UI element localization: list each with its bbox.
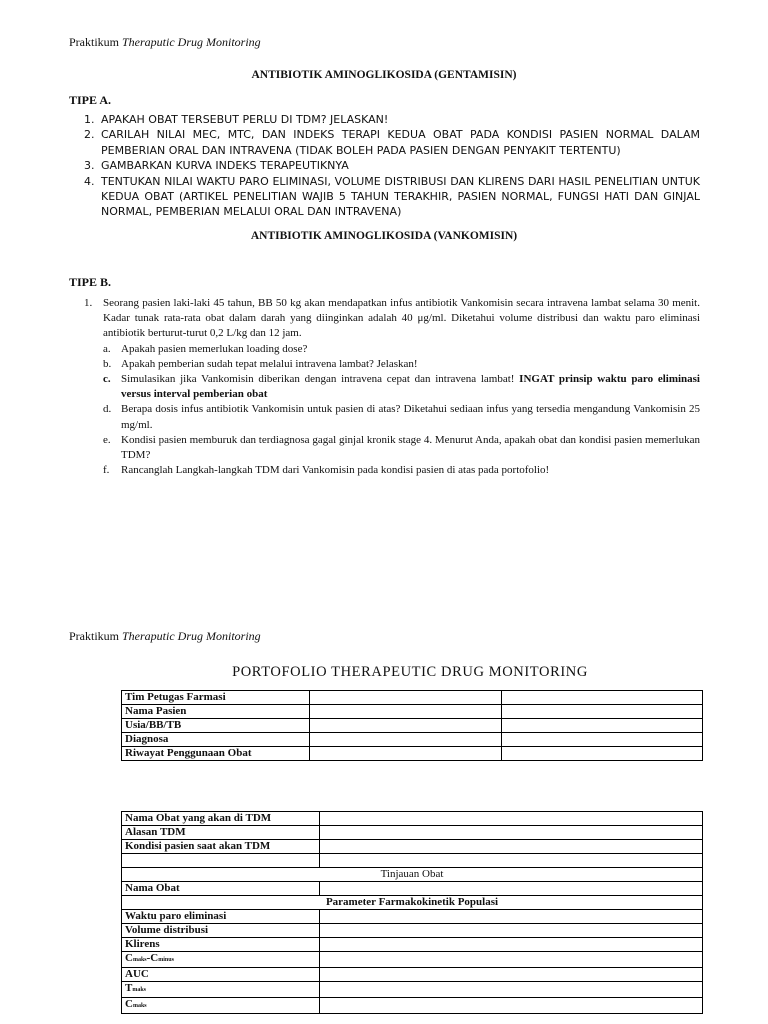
tipe-b-case (84, 296, 700, 478)
param-header: Parameter Farmakokinetik Populasi (122, 896, 703, 910)
case-item-a: a. Apakah pasien memerlukan loading dose? (103, 342, 308, 355)
question-item: 4. TENTUKAN NILAI WAKTU PARO ELIMINASI, VOLUME DISTRIBUSI DAN KLIRENS DARI HASIL PENELITIAN UNTUK KEDUA OBAT (ARTIKEL PENELITIAN WAJIB 5 TAHUN TERAKHIR, PASIEN NORMAL, FUNGSI HATI DAN GINJAL NORMAL, PEMBERIAN MELALUI ORAL DAN INTRAVENA) (84, 174, 700, 219)
table-row (122, 982, 703, 998)
input-cell[interactable] (319, 882, 702, 896)
table-row: Volume distribusi (122, 924, 703, 938)
input-cell[interactable] (319, 982, 702, 998)
tinjauan-obat-header: Tinjauan Obat (122, 868, 703, 882)
header-prefix: Praktikum (69, 629, 119, 643)
input-cell[interactable] (309, 691, 502, 705)
case-item-b: b. Apakah pemberian sudah tepat melalui intravena lambat? Jelaskan! (103, 357, 418, 370)
input-cell[interactable] (122, 854, 320, 868)
input-cell[interactable] (309, 719, 502, 733)
page-header (69, 35, 261, 50)
input-cell[interactable] (319, 968, 702, 982)
table-row: Nama Pasien (122, 705, 703, 719)
tmaks-label: Tmaks (122, 982, 320, 998)
input-cell[interactable] (319, 938, 702, 952)
input-cell[interactable] (502, 691, 703, 705)
tipe-b-heading: TIPE B. (69, 275, 112, 289)
question-item: 3. GAMBARKAN KURVA INDEKS TERAPEUTIKNYA (84, 159, 349, 173)
patient-info-table (121, 690, 703, 761)
cmaks-cminus-label: Cmaks-Cminus (122, 952, 320, 968)
input-cell[interactable] (319, 952, 702, 968)
table-row: Diagnosa (122, 733, 703, 747)
question-item: 2. CARILAH NILAI MEC, MTC, DAN INDEKS TERAPI KEDUA OBAT PADA KONDISI PASIEN NORMAL DALAM PEMBERIAN ORAL DAN INTRAVENA (TIDAK BOLEH PADA PASIEN DENGAN PENYAKIT TERTENTU) (84, 128, 700, 157)
table-row (122, 998, 703, 1014)
table-row: Riwayat Penggunaan Obat (122, 747, 703, 761)
table-row (122, 868, 703, 882)
case-item-f: f. Rancanglah Langkah-langkah TDM dari Vankomisin pada kondisi pasien di atas pada portofolio! (103, 464, 550, 477)
table-row (122, 896, 703, 910)
case-item-c: c. Simulasikan jika Vankomisin diberikan dengan intravena cepat dan intravena lambat! INGAT prinsip waktu paro eliminasi versus interval pemberian obat (103, 373, 700, 401)
input-cell[interactable] (319, 840, 702, 854)
vankomisin-title: ANTIBIOTIK AMINOGLIKOSIDA (VANKOMISIN) (250, 230, 518, 242)
table-row: AUC (122, 968, 703, 982)
tipe-a-question-list (84, 112, 700, 220)
table-row: Nama Obat (122, 882, 703, 896)
header-italic: Theraputic Drug Monitoring (122, 35, 261, 49)
input-cell[interactable] (309, 705, 502, 719)
input-cell[interactable] (319, 826, 702, 840)
input-cell[interactable] (319, 998, 702, 1014)
table-row (122, 854, 703, 868)
case-item-e: e. Kondisi pasien memburuk dan terdiagnosa gagal ginjal kronik stage 4. Menurut Anda, apakah obat dan kondisi pasien memerlukan TDM? (103, 433, 700, 462)
input-cell[interactable] (319, 812, 702, 826)
table-row: Kondisi pasien saat akan TDM (122, 840, 703, 854)
input-cell[interactable] (502, 733, 703, 747)
portfolio-title: PORTOFOLIO THERAPEUTIC DRUG MONITORING (232, 664, 588, 680)
input-cell[interactable] (502, 719, 703, 733)
table-row: Klirens (122, 938, 703, 952)
drug-info-table (121, 811, 703, 1014)
input-cell[interactable] (502, 705, 703, 719)
header-prefix: Praktikum (69, 35, 119, 49)
input-cell[interactable] (319, 910, 702, 924)
input-cell[interactable] (309, 747, 502, 761)
input-cell[interactable] (319, 924, 702, 938)
case-paragraph: 1. Seorang pasien laki-laki 45 tahun, BB 50 kg akan mendapatkan infus antibiotik Vankomisin secara intravena lambat selama 30 menit. Kadar tunak rata-rata obat dalam darah yang diinginkan adalah 40 μg/ml. Diketahui volume distribusi dan waktu paro eliminasi antibiotik berturut-turut 0,2 L/kg dan 12 jam. (84, 297, 700, 340)
table-row: Nama Obat yang akan di TDM (122, 812, 703, 826)
cmaks-label: Cmaks (122, 998, 320, 1014)
input-cell[interactable] (502, 747, 703, 761)
table-row: Usia/BB/TB (122, 719, 703, 733)
case-item-d: d. Berapa dosis infus antibiotik Vankomisin untuk pasien di atas? Diketahui sediaan infus yang tersedia mengandung Vankomisin 25 mg/ml. (103, 403, 700, 431)
input-cell[interactable] (319, 854, 702, 868)
table-row: Tim Petugas Farmasi (122, 691, 703, 705)
table-row: Alasan TDM (122, 826, 703, 840)
header-italic: Theraputic Drug Monitoring (122, 629, 261, 643)
question-item: 1. APAKAH OBAT TERSEBUT PERLU DI TDM? JELASKAN! (84, 113, 389, 126)
page-header-2 (69, 629, 261, 644)
gentamisin-title: ANTIBIOTIK AMINOGLIKOSIDA (GENTAMISIN) (251, 69, 517, 81)
table-row (122, 952, 703, 968)
tipe-a-heading: TIPE A. (69, 93, 112, 107)
input-cell[interactable] (309, 733, 502, 747)
case-item-c-bold: INGAT prinsip waktu paro eliminasi versus interval pemberian obat (121, 373, 700, 401)
table-row: Waktu paro eliminasi (122, 910, 703, 924)
